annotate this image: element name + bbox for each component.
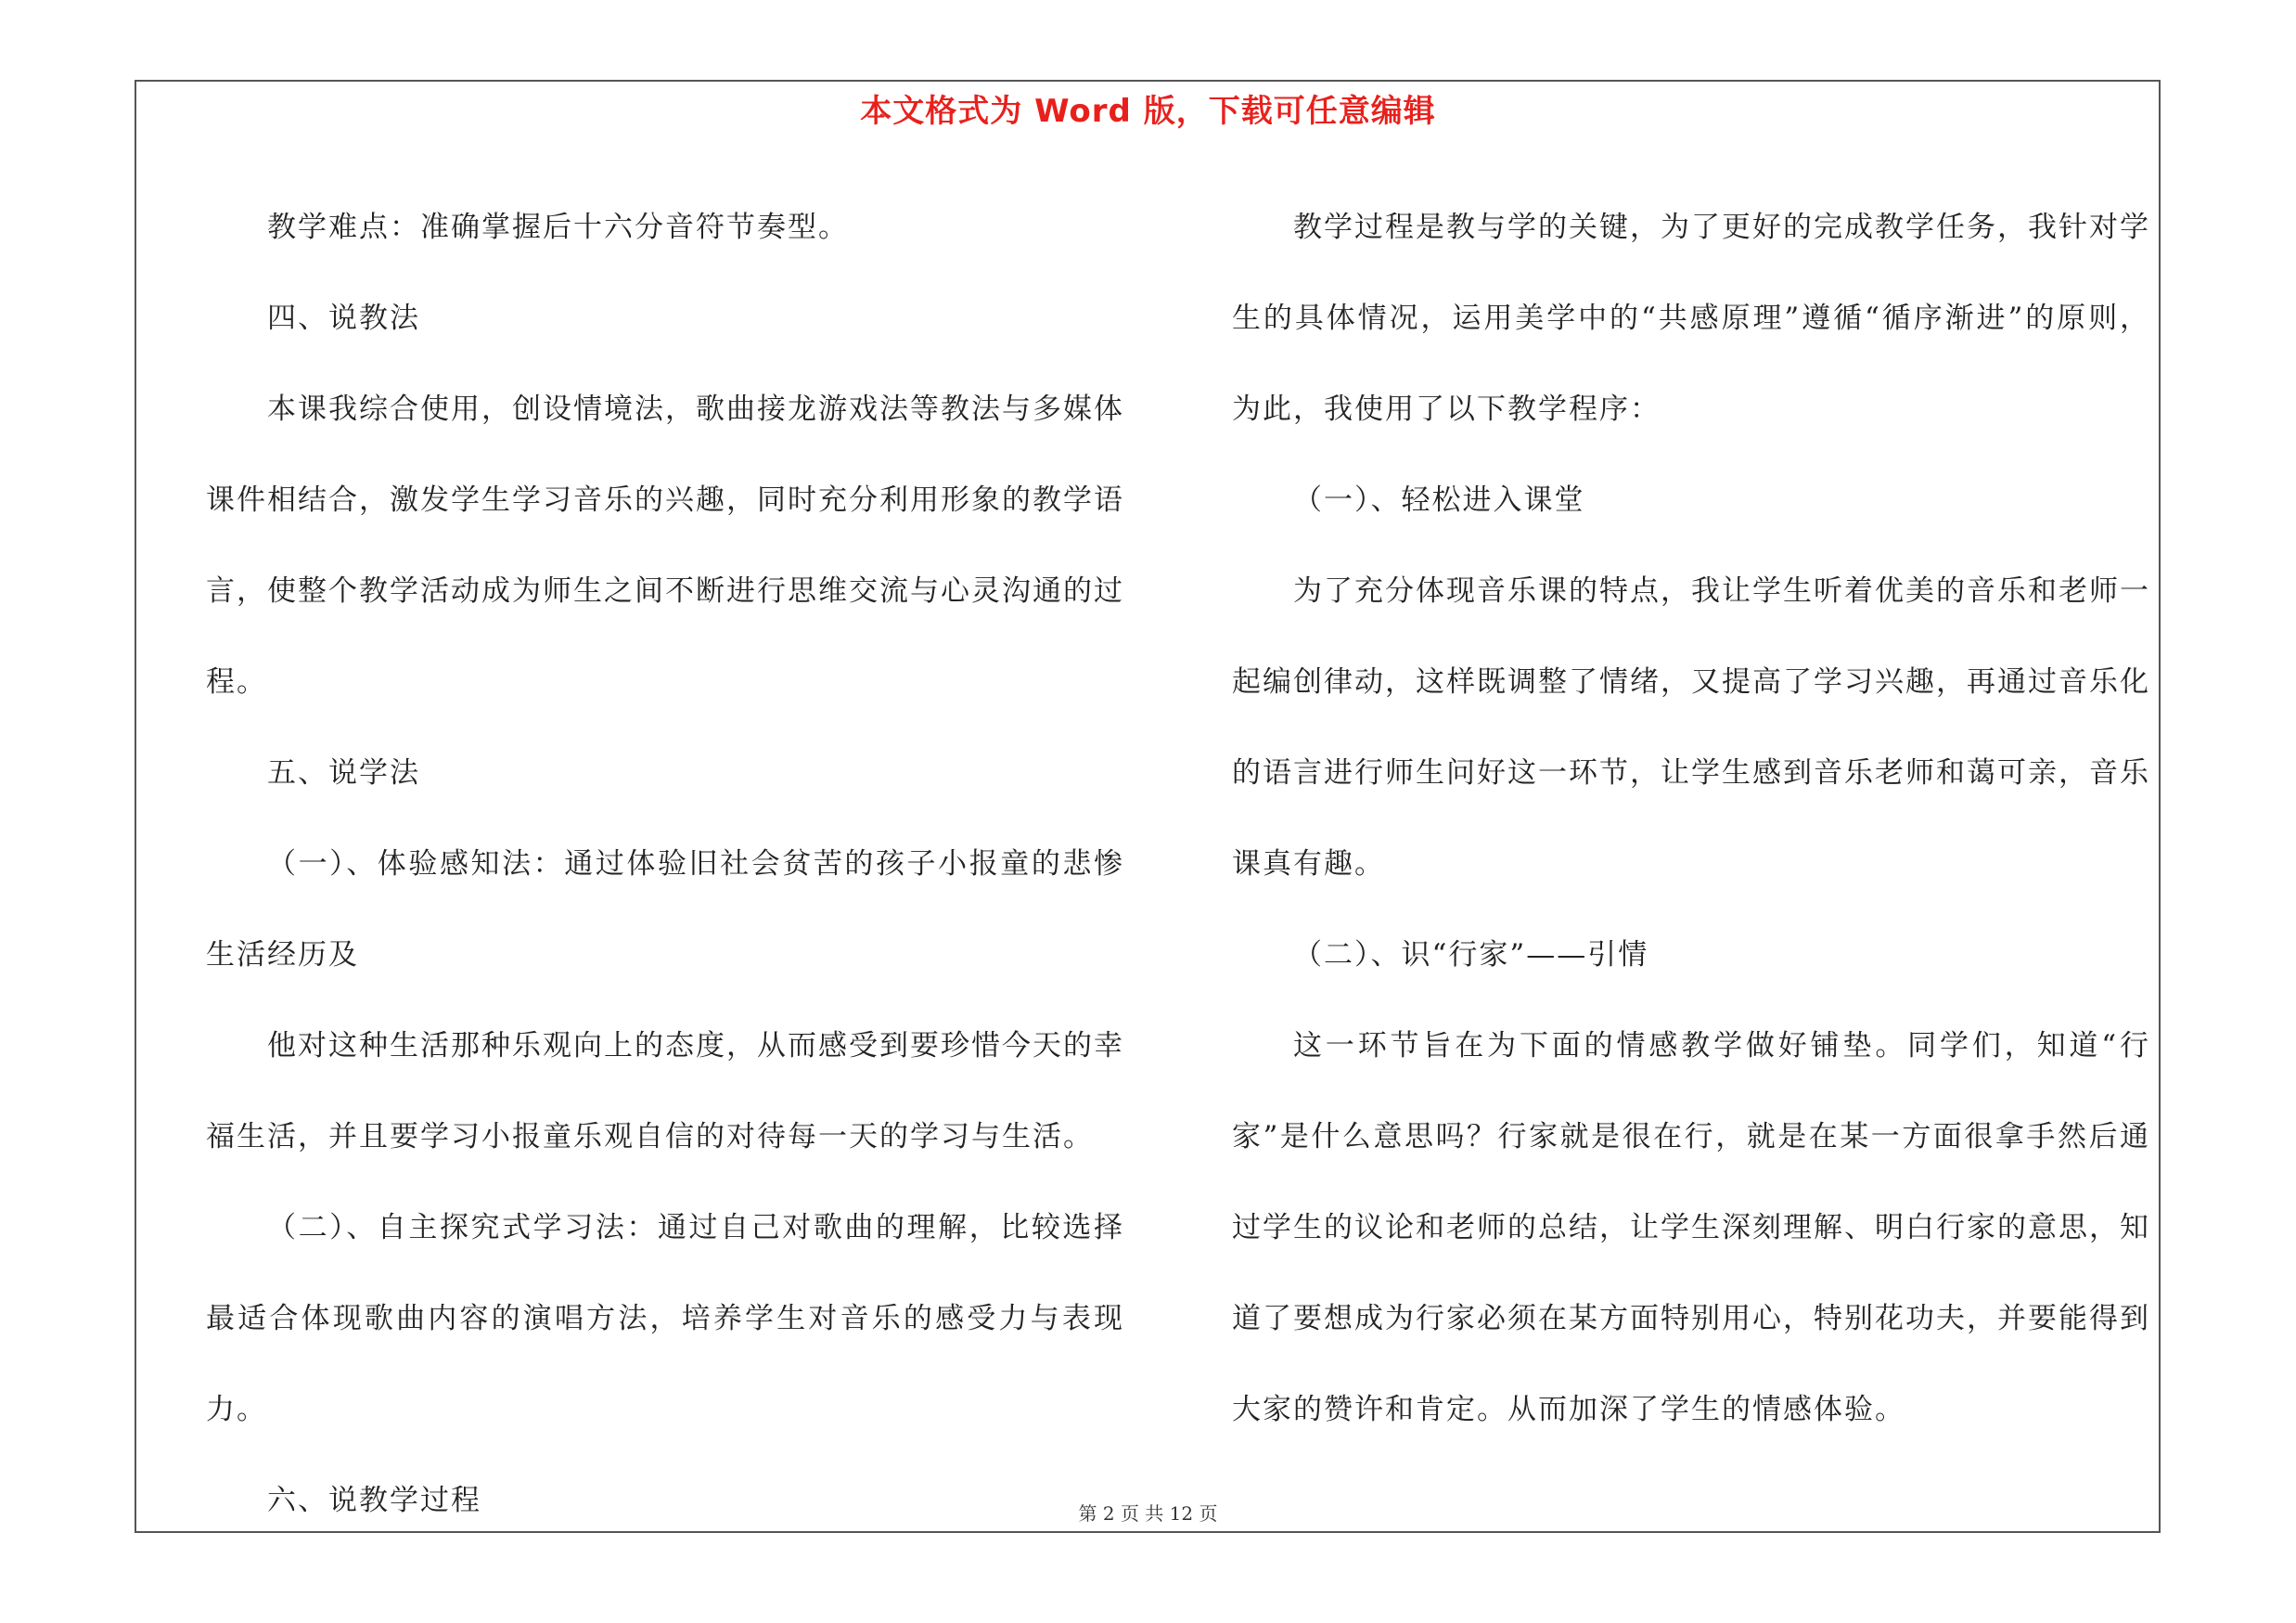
format-banner: 本文格式为 Word 版，下载可任意编辑 — [860, 93, 1436, 130]
section-heading: 五、说学法 — [267, 756, 420, 790]
paragraph: 为了充分体现音乐课的特点，我让学生听着优美的音乐和老师一起编创律动，这样既调整了情绪，又提高了学习兴趣，再通过音乐化的语言进行师生问好这一环节，让学生感到音乐老师和蔼可亲，音乐课真有趣。 — [1232, 574, 2150, 881]
right-column — [1232, 182, 2150, 1455]
paragraph: 这一环节旨在为下面的情感教学做好铺垫。同学们，知道“行家”是什么意思吗？行家就是很在行，就是在某一方面很拿手然后通过学生的议论和老师的总结，让学生深刻理解、明白行家的意思，知道了要想成为行家必须在某方面特别用心，特别花功夫，并要能得到大家的赞许和肯定。从而加深了学生的情感体验。 — [1232, 1029, 2150, 1426]
paragraph: 教学难点：准确掌握后十六分音符节奏型。 — [267, 211, 849, 244]
paragraph: 本课我综合使用，创设情境法，歌曲接龙游戏法等教法与多媒体课件相结合，激发学生学习音乐的兴趣，同时充分利用形象的教学语言，使整个教学活动成为师生之间不断进行思维交流与心灵沟通的过程。 — [206, 393, 1124, 699]
paragraph: 他对这种生活那种乐观向上的态度，从而感受到要珍惜今天的幸福生活，并且要学习小报童乐观自信的对待每一天的学习与生活。 — [206, 1029, 1124, 1153]
paragraph: （一）、体验感知法：通过体验旧社会贫苦的孩子小报童的悲惨生活经历及 — [206, 847, 1124, 972]
paragraph: （二）、自主探究式学习法：通过自己对歌曲的理解，比较选择最适合体现歌曲内容的演唱方法，培养学生对音乐的感受力与表现力。 — [206, 1211, 1124, 1426]
section-heading: 六、说教学过程 — [267, 1484, 481, 1517]
paragraph: 教学过程是教与学的关键，为了更好的完成教学任务，我针对学生的具体情况，运用美学中的“共感原理”遵循“循序渐进”的原则，为此，我使用了以下教学程序： — [1232, 211, 2150, 426]
left-column — [206, 182, 1124, 1546]
section-heading: 四、说教法 — [267, 302, 420, 335]
sub-heading: （二）、识“行家”——引情 — [1293, 938, 1649, 972]
page-number: 第 2 页 共 12 页 — [1078, 1502, 1218, 1525]
sub-heading: （一）、轻松进入课堂 — [1293, 483, 1585, 517]
